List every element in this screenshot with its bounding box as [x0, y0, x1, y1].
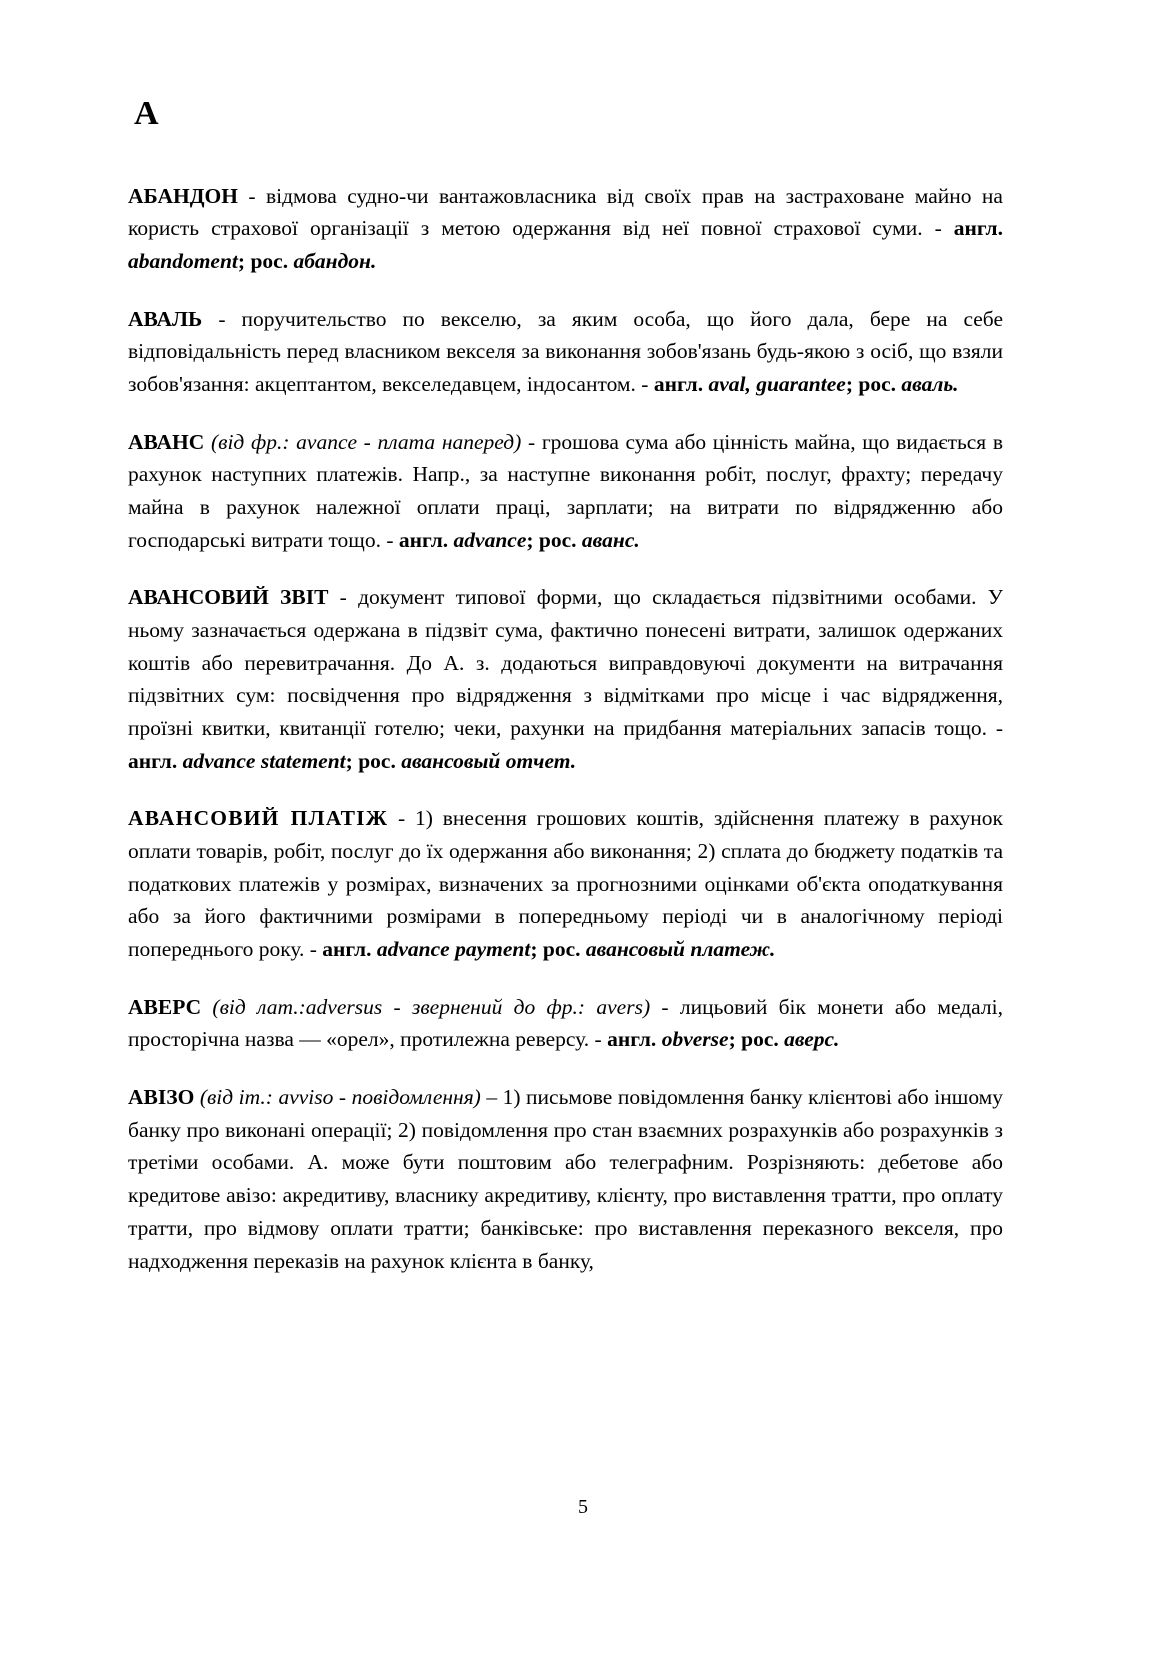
entry-dash: - — [521, 429, 542, 454]
entry-en-label: англ. — [128, 748, 178, 773]
dictionary-entry — [128, 1081, 1003, 1277]
entry-en-term: advance — [448, 527, 527, 552]
entry-dash: - — [388, 806, 416, 831]
entry-separator: ; — [345, 748, 359, 773]
entry-dash: - — [237, 183, 266, 208]
entry-en-term: abandoment — [128, 249, 238, 274]
entry-definition: грошова сума або цінність майна, що видається в рахунок наступних платежів. Напр., за наступне виконання робіт, послуг, фрахту; передачу майна в рахунок належної оплати праці, зарплати; на витрати по відрядженню або господарські витрати тощо. - — [128, 429, 1004, 552]
entry-dash: - — [202, 306, 242, 331]
entry-en-label: англ. — [607, 1027, 657, 1052]
entry-etymology: (від лат.:adversus - звернений до фр.: avers) — [201, 994, 651, 1019]
entry-separator: ; — [237, 249, 251, 274]
page-number: 5 — [578, 1496, 588, 1518]
entry-en-term: advance payment — [371, 937, 531, 962]
entry-ru-label: рос. — [741, 1027, 779, 1052]
entry-en-label: англ. — [953, 216, 1003, 241]
entry-en-term: aval, guarantee — [703, 372, 846, 397]
entry-etymology: (від фр.: avance - плата наперед) — [204, 429, 522, 454]
page-content — [128, 96, 1003, 1277]
entry-ru-label: рос. — [538, 527, 577, 552]
entry-etymology: (від іт.: avviso - повідомлення) — [194, 1085, 481, 1110]
dictionary-entry — [128, 581, 1003, 777]
entry-definition: 1) письмове повідомлення банку клієнтові або іншому банку про виконані операції; 2) повідомлення про стан взаємних розрахунків або розрахунків з третіми особами. А. може бути поштовим або телеграфним. Розрізняють: дебетове або кредитове авізо: акредитиву, власнику акредитиву, клієнту, про виставлення тратти, про оплату тратти, про відмову оплати тратти; банківське: про виставлення переказного векселя, про надходження переказів на рахунок клієнта в банку, — [128, 1085, 1003, 1273]
entry-ru-term: авансовый отчет. — [395, 748, 577, 773]
entry-separator: ; — [728, 1027, 742, 1052]
entry-definition: відмова судно-чи вантажовласника від своїх прав на застраховане майно на користь страхової організації з метою одержання від неї повної страхової суми. - — [128, 183, 1003, 241]
entry-term: АВАЛЬ — [128, 306, 203, 331]
entry-ru-term: аваль. — [895, 372, 959, 397]
entry-ru-term: аверс. — [778, 1027, 840, 1052]
entry-ru-term: авансовый платеж. — [580, 937, 776, 962]
entry-definition: 1) внесення грошових коштів, здійснення платежу в рахунок оплати товарів, робіт, послуг до їх одержання або виконання; 2) сплата до бюджету податків та податкових платежів у розмірах, визначених за прогнозними оцінками об'єкта оподаткування або за його фактичними розмірами в попередньому періоді чи в аналогічному періоді попереднього року. - — [128, 806, 1003, 962]
entry-term: АВІЗО — [128, 1085, 195, 1110]
entry-ru-label: рос. — [358, 748, 396, 773]
letter-heading: А — [134, 95, 160, 132]
entry-separator: ; — [845, 372, 859, 397]
entry-definition: лицьовий бік монети або медалі, просторічна назва — «орел», протилежна реверсу. - — [128, 994, 1003, 1052]
entry-dash: - — [328, 585, 359, 610]
dictionary-entry — [128, 802, 1003, 965]
entry-definition: документ типової форми, що складається підзвітними особами. У ньому зазначається одержана в підзвіт сума, фактично понесені витрати, залишок одержаних коштів або перевитрачання. До А. з. додаються виправдовуючі документи на витрачання підзвітних сум: посвідчення про відрядження з відмітками про місце і час відрядження, проїзні квитки, квитанції готелю; чеки, рахунки на придбання матеріальних запасів тощо. - — [128, 585, 1003, 741]
entry-dash: – — [480, 1085, 503, 1110]
dictionary-entry — [128, 426, 1003, 557]
dictionary-entry — [128, 991, 1003, 1056]
entry-term: АВАНСОВИЙ ЗВІТ — [128, 585, 329, 610]
dictionary-entry — [128, 303, 1003, 401]
entry-term: АВЕРС — [128, 994, 202, 1019]
entry-dash: - — [650, 994, 680, 1019]
entry-en-term: advance statement — [177, 748, 346, 773]
entry-separator: ; — [526, 527, 539, 552]
entry-ru-label: рос. — [250, 249, 289, 274]
entry-ru-label: рос. — [542, 937, 581, 962]
entry-term: АВАНС — [128, 429, 205, 454]
entry-ru-term: абандон. — [288, 249, 377, 274]
entry-en-label: англ. — [398, 527, 449, 552]
entry-term: АБАНДОН — [128, 183, 238, 208]
entry-definition: поручительство по векселю, за яким особа, що його дала, бере на себе відповідальність перед власником векселя за виконання зобов'язань будь-якою з осіб, що взяли зобов'язання: акцептантом, векселедавцем, індосантом. - — [128, 306, 1003, 397]
entry-separator: ; — [530, 937, 543, 962]
entry-en-term: obverse — [656, 1027, 729, 1052]
entry-term: АВАНСОВИЙ ПЛАТІЖ — [128, 806, 389, 831]
dictionary-entry — [128, 180, 1003, 278]
entry-ru-term: аванс. — [576, 527, 640, 552]
entry-ru-label: рос. — [858, 372, 896, 397]
entry-en-label: англ. — [653, 372, 704, 397]
entry-en-label: англ. — [322, 937, 372, 962]
